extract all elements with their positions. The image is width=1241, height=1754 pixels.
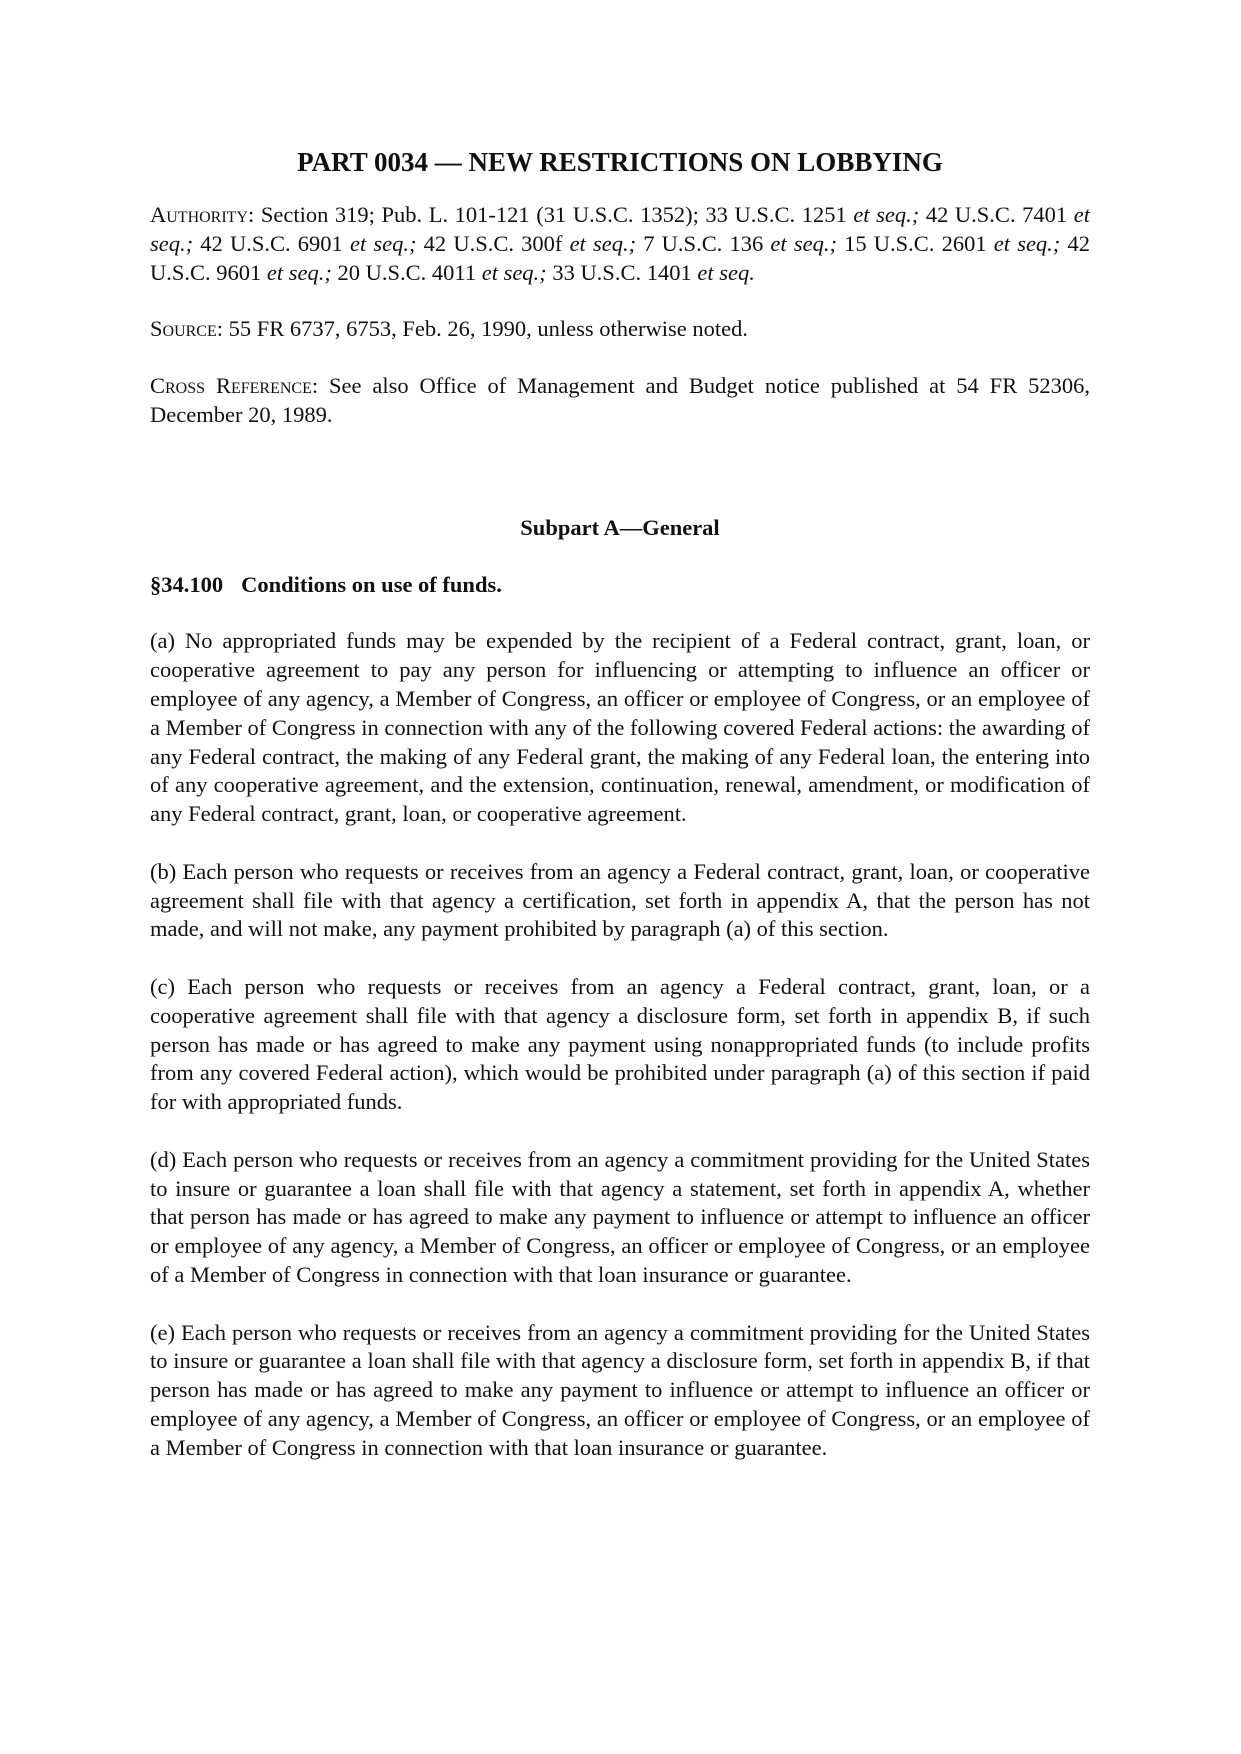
- source-label: Source: [150, 316, 217, 342]
- authority-citation: 7 U.S.C. 136: [636, 230, 771, 256]
- source-note: [150, 315, 1090, 344]
- authority-citation: 42 U.S.C. 7401: [919, 202, 1074, 227]
- subpart-heading: Subpart A—General: [520, 514, 720, 540]
- section-title: Conditions on use of funds.: [241, 571, 502, 597]
- paragraph-a: (a) No appropriated funds may be expended by the recipient of a Federal contract, grant, loan, or cooperative agreement to pay any person for influencing or attempting to influence an officer or employee of any agency, a Member of Congress, an officer or employee of Congress, or an employee of a Member of Congress in connection with any of the following covered Federal actions: the awarding of any Federal contract, the making of any Federal grant, the making of any Federal loan, the entering into of any cooperative agreement, and the extension, continuation, renewal, amendment, or modification of any Federal contract, grant, loan, or cooperative agreement.: [150, 628, 1090, 827]
- part-title: PART 0034 — NEW RESTRICTIONS ON LOBBYING: [297, 147, 943, 177]
- authority-citation: 42 U.S.C. 9601: [150, 230, 1090, 285]
- section-number: §34.100: [150, 571, 224, 597]
- authority-et-seq: et seq.;: [569, 230, 637, 256]
- authority-et-seq: et seq.;: [150, 202, 1090, 256]
- authority-citation: 42 U.S.C. 6901: [193, 230, 350, 256]
- authority-et-seq: et seq.;: [993, 230, 1061, 256]
- authority-et-seq: et seq.;: [266, 259, 332, 285]
- authority-citation: 33 U.S.C. 1401: [546, 259, 698, 285]
- paragraph-c: (c) Each person who requests or receives from an agency a Federal contract, grant, loan, or a cooperative agreement shall file with that agency a disclosure form, set forth in appendix B, if such person has made or has agreed to make any payment using nonappropriated funds (to include profits from any covered Federal action), which would be prohibited under paragraph (a) of this section if paid for with appropriated funds.: [150, 973, 1090, 1115]
- source-text: : 55 FR 6737, 6753, Feb. 26, 1990, unless otherwise noted.: [216, 316, 748, 342]
- document-page: [150, 145, 1090, 1462]
- authority-label: Authority: [150, 202, 249, 227]
- cross-reference-text: : See also Office of Management and Budget notice published at 54 FR 52306, December 20, 1989.: [150, 373, 1090, 427]
- authority-citation: 42 U.S.C. 300f: [416, 230, 570, 256]
- paragraph-b: (b) Each person who requests or receives from an agency a Federal contract, grant, loan, or cooperative agreement shall file with that agency a certification, set forth in appendix A, that the person has not made, and will not make, any payment prohibited by paragraph (a) of this section.: [150, 858, 1090, 942]
- authority-et-seq: et seq.;: [770, 230, 837, 256]
- paragraph-e: (e) Each person who requests or receives from an agency a commitment providing for the United States to insure or guarantee a loan shall file with that agency a disclosure form, set forth in appendix B, if that person has made or has agreed to make any payment to influence or attempt to influence an officer or employee of any agency, a Member of Congress, an officer or employee of Congress, or an employee of a Member of Congress in connection with that loan insurance or guarantee.: [150, 1319, 1090, 1460]
- authority-et-seq: et seq.;: [349, 230, 417, 256]
- authority-note: [150, 201, 1090, 287]
- cross-reference-note: [150, 372, 1090, 430]
- authority-citation: 20 U.S.C. 4011: [331, 259, 482, 285]
- authority-citation: : Section 319; Pub. L. 101-121 (31 U.S.C. 1352); 33 U.S.C. 1251: [248, 202, 854, 227]
- cross-reference-label: Cross Reference: [150, 373, 312, 399]
- authority-text: [150, 202, 1090, 285]
- authority-et-seq: et seq.: [697, 259, 755, 285]
- paragraph-d: (d) Each person who requests or receives from an agency a commitment providing for the United States to insure or guarantee a loan shall file with that agency a statement, set forth in appendix A, whether that person has made or has agreed to make any payment to influence or attempt to influence an officer or employee of any agency, a Member of Congress, an officer or employee of Congress, or an employee of a Member of Congress in connection with that loan insurance or guarantee.: [150, 1146, 1090, 1287]
- authority-et-seq: et seq.;: [481, 259, 547, 285]
- section-body: [150, 627, 1090, 1462]
- section-heading: [150, 571, 1090, 600]
- authority-citation: 15 U.S.C. 2601: [836, 230, 994, 256]
- authority-et-seq: et seq.;: [853, 202, 920, 227]
